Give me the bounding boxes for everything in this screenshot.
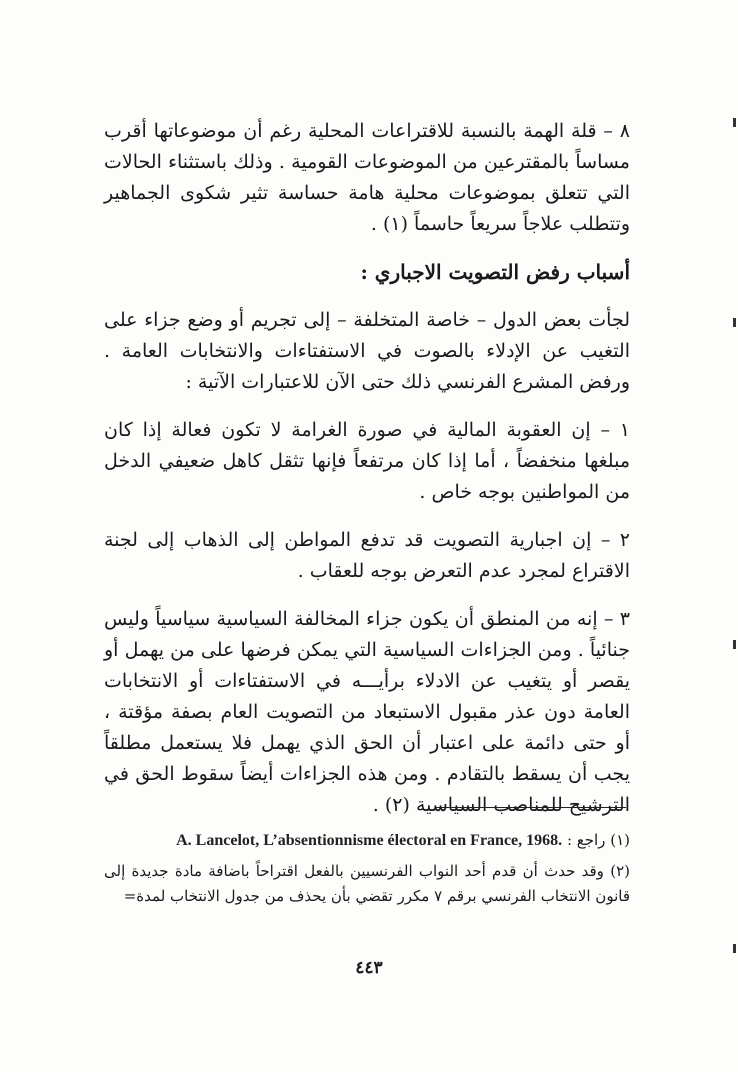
footnote-divider — [436, 807, 626, 808]
scan-edge-mark — [733, 944, 736, 953]
page-number: ٤٤٣ — [355, 958, 383, 978]
paragraph-point-3: ٣ – إنه من المنطق أن يكون جزاء المخالفة السياسية سياسياً وليس جنائياً . ومن الجزاءات السياسية التي يمكن فرضها على من يهمل أو يقصر أو يتغيب عن الادلاء برأيـــه في الاستفتاءات أو الانتخابات العامة دون عذر مقبول الاستبعاد من التصويت العام بصفة مؤقتة ، أو حتى دائمة على اعتبار أن الحق الذي يهمل فلا يستعمل مطلقاً يجب أن يسقط بالتقادم . ومن هذه الجزاءات أيضاً سقوط الحق في الترشيح للمناصب السياسية (٢) . — [104, 608, 630, 816]
footnote-2-text: وقد حدث أن قدم أحد النواب الفرنسيين بالفعل اقتراحاً باضافة مادة جديدة إلى قانون الانتخاب الفرنسي برقم ٧ مكرر تقضي بأن يحذف من جدول الانتخاب لمدة= — [104, 862, 630, 905]
scan-edge-mark — [733, 318, 736, 327]
footnotes — [104, 828, 630, 915]
scan-edge-mark — [733, 118, 736, 127]
section-heading: أسباب رفض التصويت الاجباري : — [360, 260, 630, 284]
footnote-2 — [104, 859, 630, 909]
paragraph-point-2: ٢ – إن اجبارية التصويت قد تدفع المواطن إلى الذهاب إلى لجنة الاقتراع لمجرد عدم التعرض بوجه للعقاب . — [104, 529, 630, 582]
paragraph-intro: لجأت بعض الدول – خاصة المتخلفة – إلى تجريم أو وضع جزاء على التغيب عن الإدلاء بالصوت في الاستفتاءات والانتخابات العامة . ورفض المشرع الفرنسي ذلك حتى الآن للاعتبارات الآتية : — [104, 309, 630, 393]
paragraph-point-1: ١ – إن العقوبة المالية في صورة الغرامة لا تكون فعالة إذا كان مبلغها منخفضاً ، أما إذا كان مرتفعاً فإنها تثقل كاهل ضعيفي الدخل من المواطنين بوجه خاص . — [104, 419, 630, 503]
footnote-1-prefix: راجع : — [566, 831, 606, 849]
scan-edge-mark — [733, 640, 736, 649]
footnote-2-marker: (٢) — [610, 862, 630, 880]
footnote-1-marker: (١) — [610, 831, 630, 849]
footnote-1-reference: A. Lancelot, L’absentionnisme électoral en France, 1968. — [176, 832, 563, 849]
paragraph-reason-8: ٨ – قلة الهمة بالنسبة للاقتراعات المحلية رغم أن موضوعاتها أقرب مساساً بالمقترعين من الموضوعات القومية . وذلك باستثناء الحالات التي تتعلق بموضوعات محلية هامة حساسة تثير شكوى الجماهير وتتطلب علاجاً سريعاً حاسماً (١) . — [104, 120, 630, 235]
main-text — [104, 116, 630, 838]
footnote-1 — [104, 828, 630, 853]
